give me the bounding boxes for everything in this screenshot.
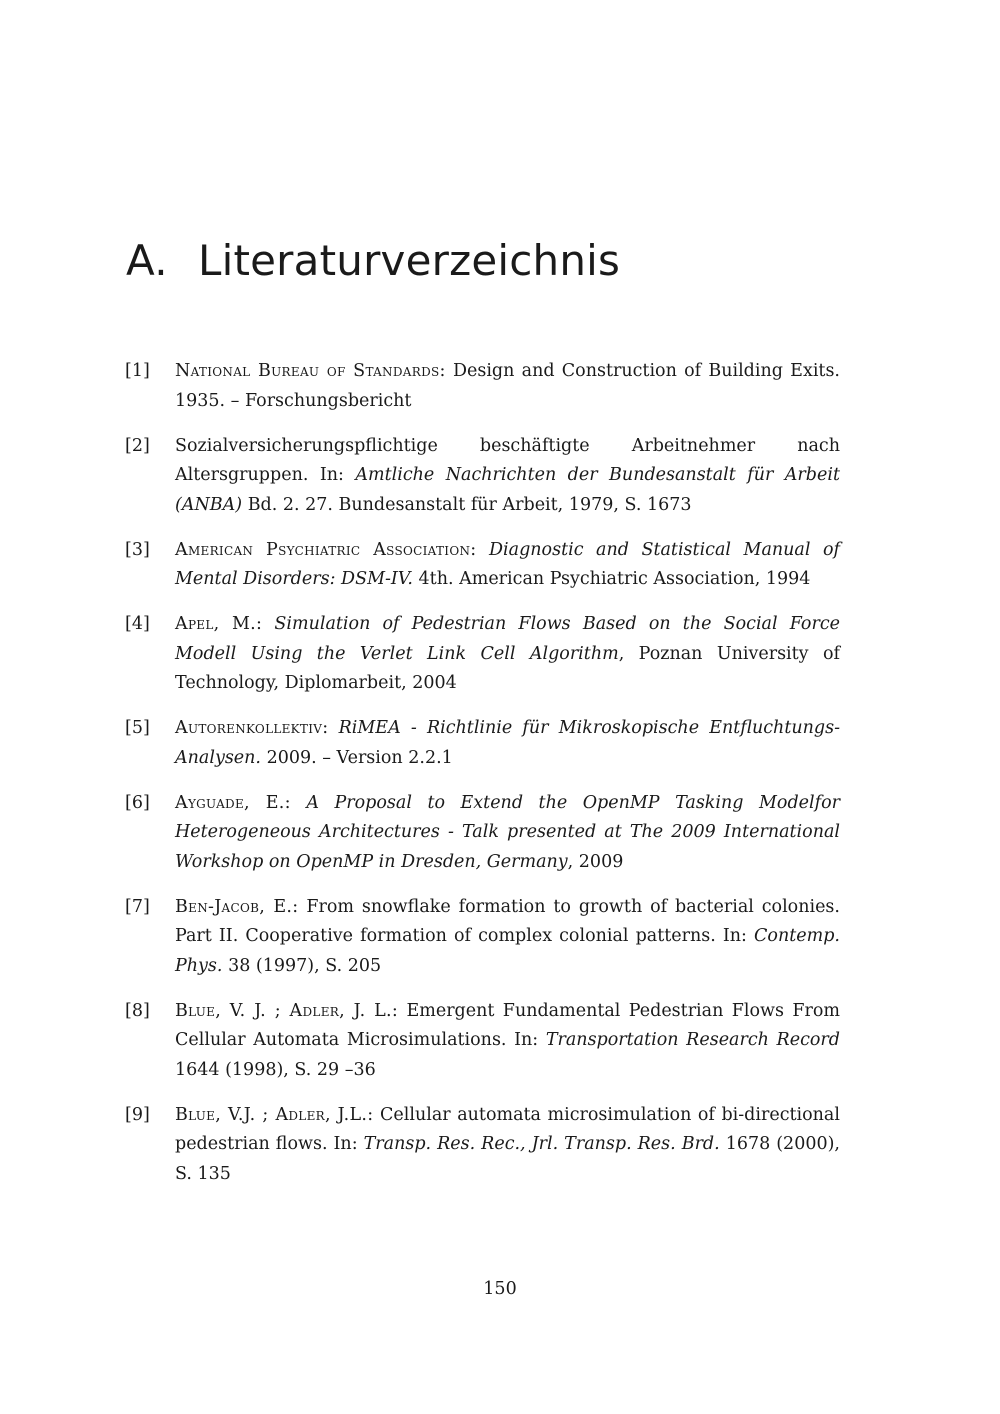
reference-text bbox=[175, 610, 840, 699]
reference-text bbox=[175, 997, 840, 1086]
reference-label: [6] bbox=[125, 792, 150, 813]
reference-label: [7] bbox=[125, 896, 150, 917]
reference-entry-1 bbox=[125, 357, 840, 416]
reference-entry-9 bbox=[125, 1101, 840, 1190]
reference-label: [5] bbox=[125, 718, 150, 738]
reference-source-title: RiMEA - Richtlinie für Mikroskopische Entfluchtungs-Analysen. bbox=[175, 718, 840, 768]
reference-text bbox=[175, 536, 840, 595]
reference-author: Apel, M.: bbox=[175, 614, 263, 634]
reference-entry-8 bbox=[125, 997, 840, 1086]
reference-details: 1678 (2000), S. 135 bbox=[175, 1134, 840, 1184]
reference-details: , Poznan University of Technology, Diplomarbeit, 2004 bbox=[175, 643, 840, 693]
reference-author: Ayguade, E.: bbox=[175, 792, 291, 813]
reference-entry-3 bbox=[125, 536, 840, 595]
reference-source-title: Contemp. Phys. bbox=[175, 926, 840, 976]
reference-text bbox=[175, 714, 840, 773]
reference-author: Ben-Jacob, E.: bbox=[175, 896, 299, 917]
chapter-heading bbox=[126, 236, 621, 285]
reference-source-title: Transp. Res. Rec., Jrl. Transp. Res. Brd. bbox=[363, 1134, 720, 1154]
reference-author: Autorenkollektiv: bbox=[175, 718, 329, 738]
reference-author: American Psychiatric Association: bbox=[175, 539, 477, 560]
reference-source-title: Amtliche Nachrichten der Bundesanstalt für Arbeit (ANBA) bbox=[175, 465, 840, 515]
reference-author: National Bureau of Standards: bbox=[175, 361, 446, 381]
reference-label: [1] bbox=[125, 361, 150, 381]
page-number: 150 bbox=[483, 1279, 517, 1299]
reference-text bbox=[175, 1101, 840, 1190]
reference-author: Blue, V.J. ; Adler, J.L.: bbox=[175, 1104, 374, 1125]
reference-author: Blue, V. J. ; Adler, J. L.: bbox=[175, 1000, 399, 1021]
reference-text bbox=[175, 893, 840, 982]
reference-label: [8] bbox=[125, 1000, 150, 1021]
reference-entry-5 bbox=[125, 714, 840, 773]
reference-body: Design and Construction of Building Exits. 1935. – Forschungsbericht bbox=[175, 361, 840, 411]
chapter-title: Literaturverzeichnis bbox=[198, 236, 621, 285]
reference-source-title: A Proposal to Extend the OpenMP Tasking Modelfor Heterogeneous Architectures - Talk presented at The 2009 International Workshop on OpenMP in Dresden, Germany bbox=[175, 792, 840, 872]
reference-text bbox=[175, 432, 840, 521]
reference-source-title: Diagnostic and Statistical Manual of Mental Disorders: DSM-IV. bbox=[175, 539, 841, 589]
reference-entry-7 bbox=[125, 893, 840, 982]
reference-details: 38 (1997), S. 205 bbox=[228, 955, 382, 976]
reference-source-title: Transportation Research Record bbox=[545, 1030, 840, 1050]
reference-body: Emergent Fundamental Pedestrian Flows From Cellular Automata Microsimulations. In: bbox=[175, 1000, 840, 1050]
reference-details: 1644 (1998), S. 29 –36 bbox=[175, 1059, 376, 1080]
reference-details: , 2009 bbox=[567, 851, 624, 872]
reference-entry-6 bbox=[125, 789, 840, 878]
reference-body: From snowflake formation to growth of bacterial colonies. Part II. Cooperative formation of complex colonial patterns. In: bbox=[175, 896, 840, 946]
reference-body: Sozialversicherungspflichtige beschäftigte Arbeitnehmer nach Altersgruppen. In: bbox=[175, 435, 840, 485]
reference-text bbox=[175, 789, 840, 878]
reference-body: Cellular automata microsimulation of bi-directional pedestrian flows. In: bbox=[175, 1104, 840, 1154]
reference-source-title: Simulation of Pedestrian Flows Based on the Social Force Modell Using the Verlet Link Cell Algorithm bbox=[175, 614, 840, 664]
reference-label: [4] bbox=[125, 614, 150, 634]
reference-details: 2009. – Version 2.2.1 bbox=[266, 747, 453, 768]
reference-details: Bd. 2. 27. Bundesanstalt für Arbeit, 1979, S. 1673 bbox=[247, 494, 692, 515]
chapter-number: A. bbox=[126, 236, 168, 285]
reference-label: [3] bbox=[125, 539, 150, 560]
reference-entry-4 bbox=[125, 610, 840, 699]
reference-label: [9] bbox=[125, 1104, 150, 1125]
bibliography-list bbox=[125, 357, 840, 1205]
reference-entry-2 bbox=[125, 432, 840, 521]
reference-text bbox=[175, 357, 840, 416]
reference-label: [2] bbox=[125, 435, 150, 456]
reference-details: 4th. American Psychiatric Association, 1994 bbox=[418, 569, 811, 589]
